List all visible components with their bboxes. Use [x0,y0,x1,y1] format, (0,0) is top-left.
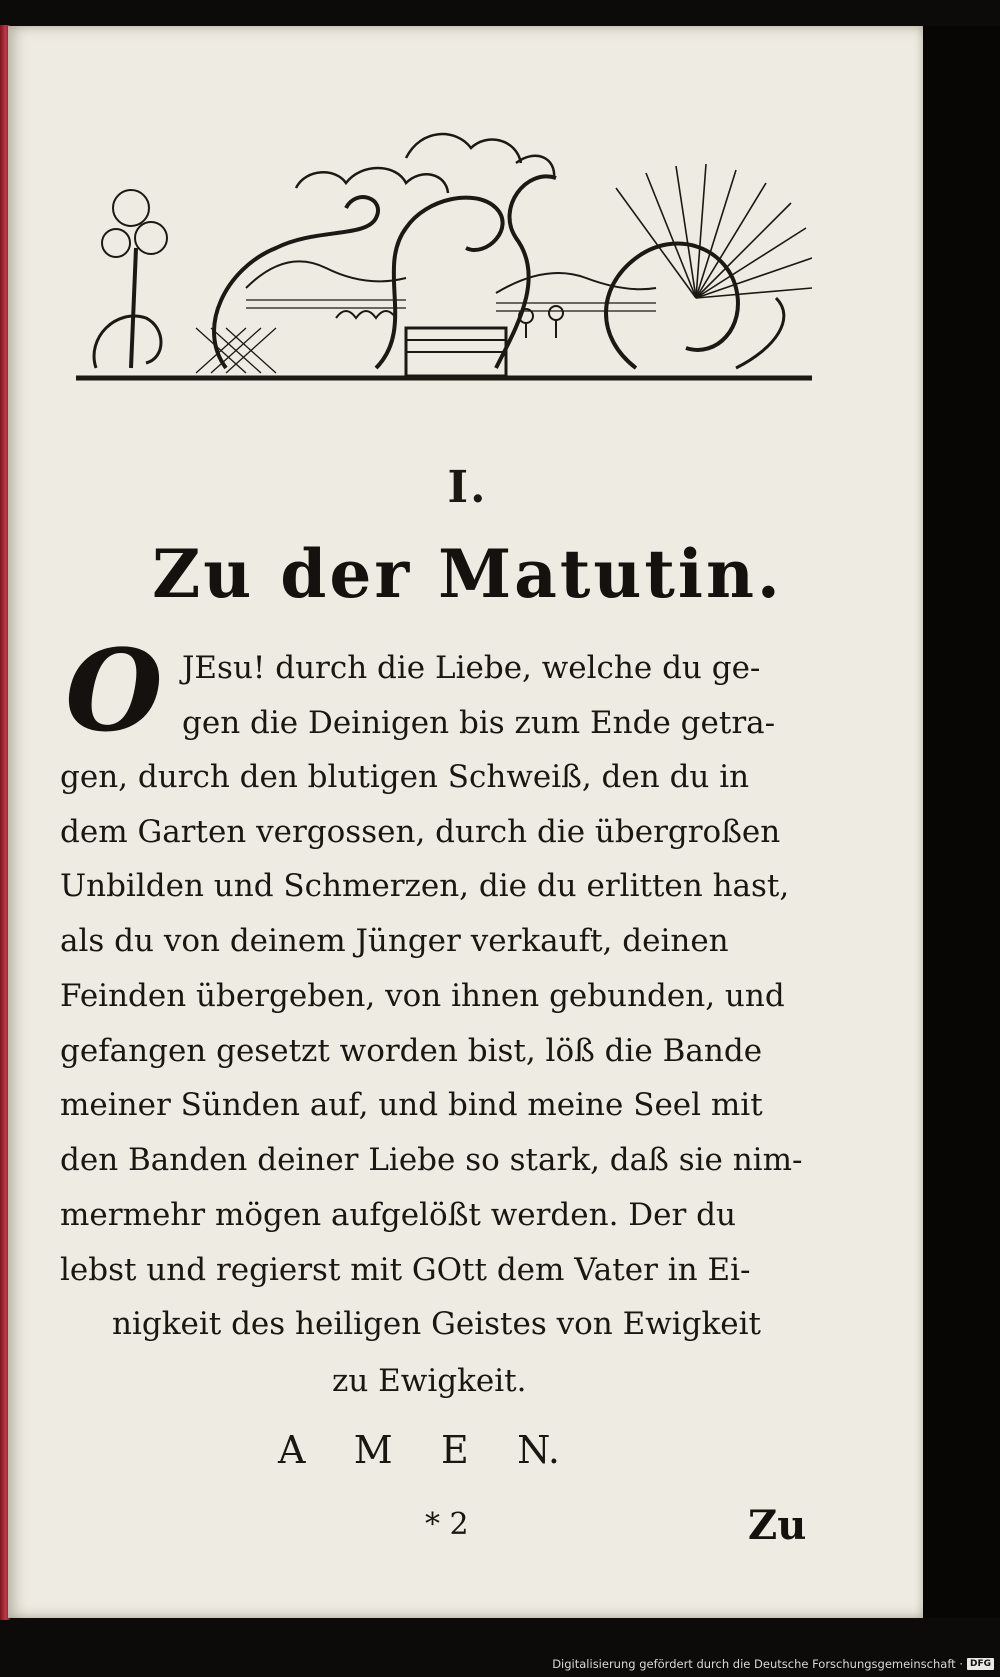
credit-text: Digitalisierung gefördert durch die Deutsche Forschungsgemeinschaft · [552,1657,963,1671]
digitization-credit [552,1653,994,1675]
body-line: dem Garten vergossen, durch die übergroßen [60,814,781,850]
signature-mark: * 2 [425,1507,469,1542]
body-line: meiner Sünden auf, und bind meine Seel mit [60,1087,763,1123]
body-line: gefangen gesetzt worden bist, löß die Bande [60,1033,763,1069]
drop-cap-letter: O [65,626,163,757]
amen-letter: E [441,1428,469,1472]
body-line: zu Ewigkeit. [332,1363,527,1399]
amen-letter: N. [517,1428,560,1472]
amen-letter: A [278,1428,306,1472]
chapter-title: Zu der Matutin. [152,535,783,613]
body-line: nigkeit des heiligen Geistes von Ewigkeit [112,1306,762,1342]
body-line: gen die Deinigen bis zum Ende getra- [182,705,776,741]
body-line: gen, durch den blutigen Schweiß, den du in [60,759,750,795]
drop-cap-initial [60,626,168,757]
dark-background-strip [923,26,1000,1618]
dfg-logo: DFG [967,1658,994,1670]
catchword: Zu [748,1502,807,1549]
body-line: Unbilden und Schmerzen, die du erlitten hast, [60,868,790,904]
amen-letter: M [353,1428,393,1472]
body-line: lebst und regierst mit GOtt dem Vater in Ei- [60,1252,751,1288]
body-line: als du von deinem Jünger verkauft, deinen [60,923,729,959]
body-line: den Banden deiner Liebe so stark, daß sie nim- [60,1142,803,1178]
body-line: Feinden übergeben, von ihnen gebunden, und [60,978,785,1014]
baroque-landscape-vignette-icon [76,128,812,412]
amen-line [278,1428,560,1472]
body-line: mermehr mögen aufgelößt werden. Der du [60,1197,736,1233]
chapter-number: I. [447,462,488,513]
body-line: JEsu! durch die Liebe, welche du ge- [182,650,761,686]
